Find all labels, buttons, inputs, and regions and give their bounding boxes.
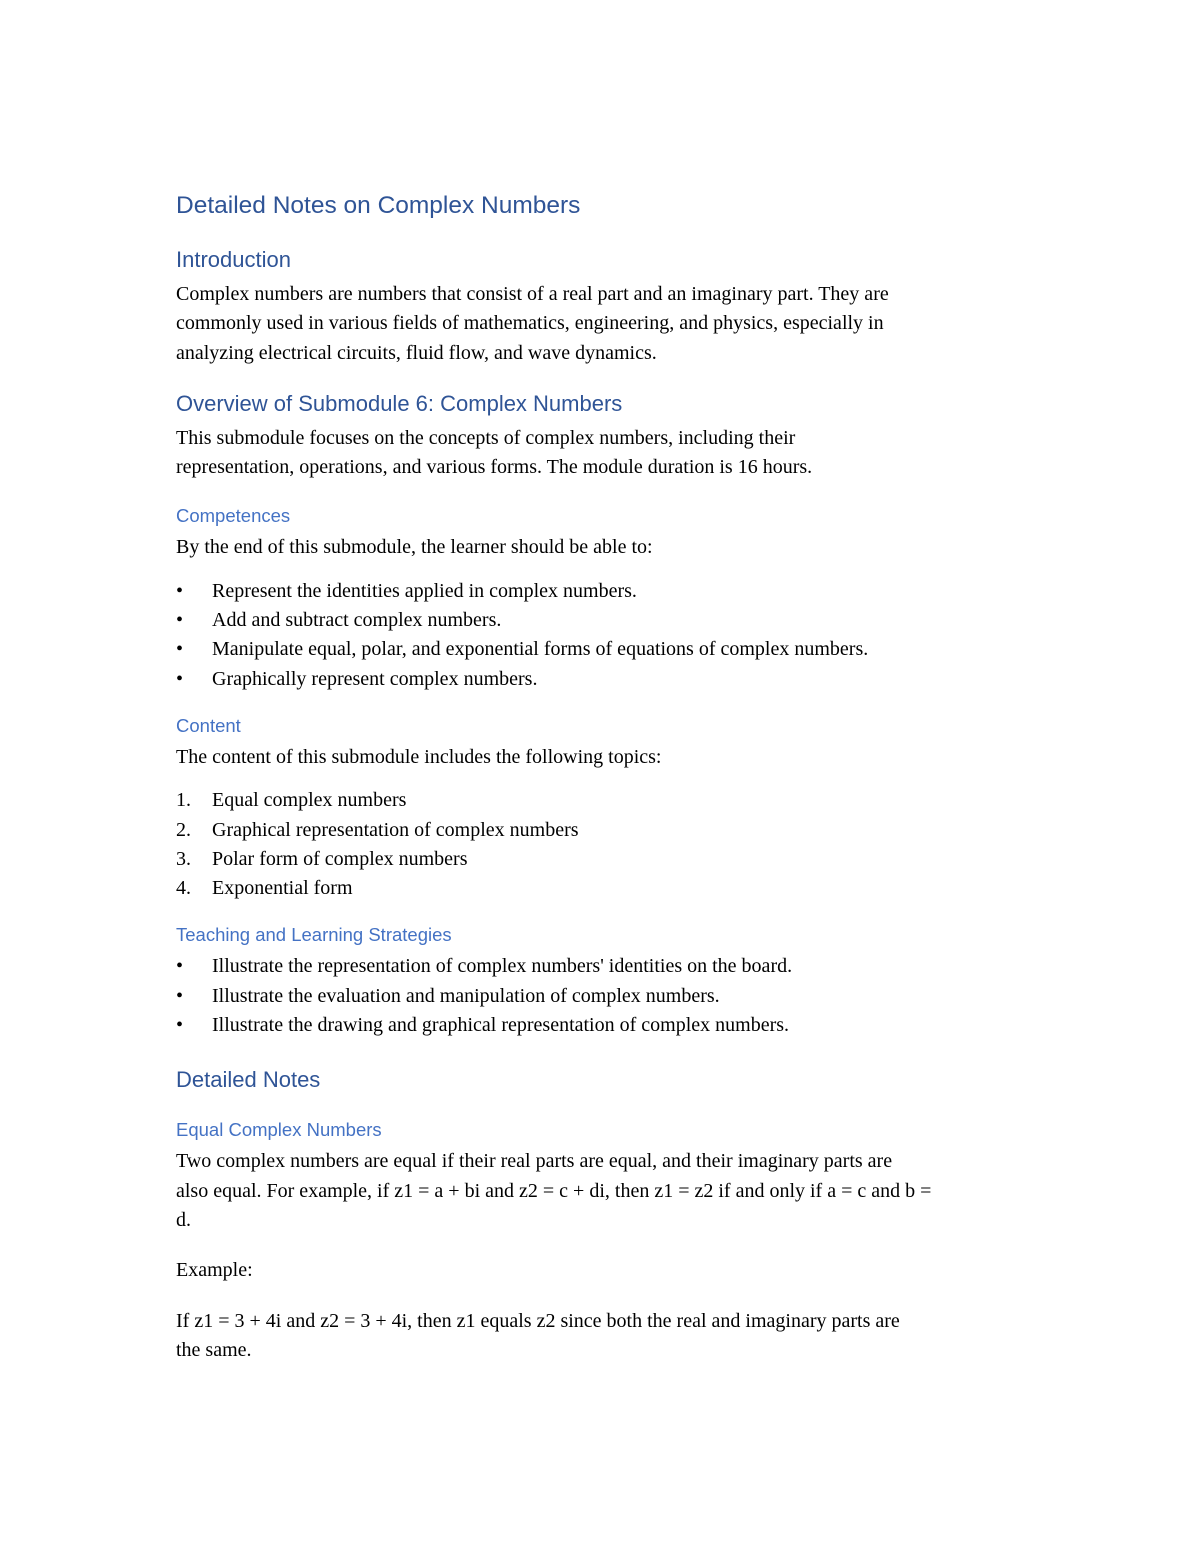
introduction-line: analyzing electrical circuits, fluid flow, and wave dynamics. xyxy=(176,341,657,364)
list-item-text: Polar form of complex numbers xyxy=(212,847,468,870)
list-item-text: Graphical representation of complex numbers xyxy=(212,818,579,841)
paragraph-line: the same. xyxy=(176,1338,252,1361)
content-list xyxy=(176,786,1016,903)
introduction-paragraph xyxy=(176,280,1016,368)
list-item-text: Equal complex numbers xyxy=(212,789,407,812)
competences-heading: Competences xyxy=(176,505,291,527)
list-item xyxy=(176,982,1016,1011)
list-item-text: Illustrate the evaluation and manipulation of complex numbers. xyxy=(212,984,720,1007)
document-title: Detailed Notes on Complex Numbers xyxy=(176,192,581,219)
bullet-glyph: • xyxy=(176,667,184,690)
list-item-text: Manipulate equal, polar, and exponential forms of equations of complex numbers. xyxy=(212,638,869,661)
overview-paragraph xyxy=(176,424,1016,483)
strategies-list xyxy=(176,952,1016,1040)
list-item xyxy=(176,606,1016,635)
list-item xyxy=(176,1011,1016,1040)
overview-line: This submodule focuses on the concepts of complex numbers, including their xyxy=(176,426,796,449)
list-item xyxy=(176,845,1016,874)
bullet-glyph: • xyxy=(176,984,184,1007)
bullet-glyph: • xyxy=(176,638,184,661)
content-intro: The content of this submodule includes the following topics: xyxy=(176,745,662,768)
bullet-glyph: • xyxy=(176,1014,184,1037)
paragraph-line: Two complex numbers are equal if their real parts are equal, and their imaginary parts are xyxy=(176,1150,893,1173)
list-item-text: Represent the identities applied in complex numbers. xyxy=(212,579,637,602)
list-item-text: Illustrate the representation of complex numbers' identities on the board. xyxy=(212,955,793,978)
introduction-heading: Introduction xyxy=(176,247,291,272)
list-number: 1. xyxy=(176,789,191,812)
introduction-line: Complex numbers are numbers that consist of a real part and an imaginary part. They are xyxy=(176,283,889,305)
content-heading: Content xyxy=(176,714,241,736)
list-item xyxy=(176,874,1016,903)
list-item xyxy=(176,577,1016,606)
list-item xyxy=(176,952,1016,981)
bullet-glyph: • xyxy=(176,609,184,632)
equal-complex-numbers-heading: Equal Complex Numbers xyxy=(176,1119,382,1141)
bullet-glyph: • xyxy=(176,955,184,978)
list-item xyxy=(176,665,1016,694)
overview-heading: Overview of Submodule 6: Complex Numbers xyxy=(176,390,623,416)
list-item xyxy=(176,635,1016,664)
list-number: 2. xyxy=(176,818,191,841)
example-paragraph xyxy=(176,1307,1016,1366)
list-item xyxy=(176,786,1016,815)
paragraph-line: If z1 = 3 + 4i and z2 = 3 + 4i, then z1 equals z2 since both the real and imaginary parts are xyxy=(176,1309,900,1332)
list-item-text: Add and subtract complex numbers. xyxy=(212,609,502,632)
list-number: 4. xyxy=(176,877,191,900)
detailed-notes-heading: Detailed Notes xyxy=(176,1067,321,1093)
document-page xyxy=(176,188,1016,1365)
list-item-text: Exponential form xyxy=(212,877,353,900)
strategies-heading: Teaching and Learning Strategies xyxy=(176,924,452,946)
example-label: Example: xyxy=(176,1259,253,1282)
introduction-line: commonly used in various fields of mathematics, engineering, and physics, especially in xyxy=(176,312,884,335)
paragraph-line: also equal. For example, if z1 = a + bi and z2 = c + di, then z1 = z2 if and only if a = c and b = xyxy=(176,1179,932,1202)
overview-line: representation, operations, and various forms. The module duration is 16 hours. xyxy=(176,456,813,479)
bullet-glyph: • xyxy=(176,579,184,602)
competences-intro: By the end of this submodule, the learner should be able to: xyxy=(176,536,653,559)
competences-list xyxy=(176,577,1016,694)
list-number: 3. xyxy=(176,847,191,870)
list-item-text: Graphically represent complex numbers. xyxy=(212,667,538,690)
list-item-text: Illustrate the drawing and graphical representation of complex numbers. xyxy=(212,1014,790,1037)
equal-complex-numbers-paragraph xyxy=(176,1147,1016,1235)
list-item xyxy=(176,816,1016,845)
paragraph-line: d. xyxy=(176,1208,191,1231)
